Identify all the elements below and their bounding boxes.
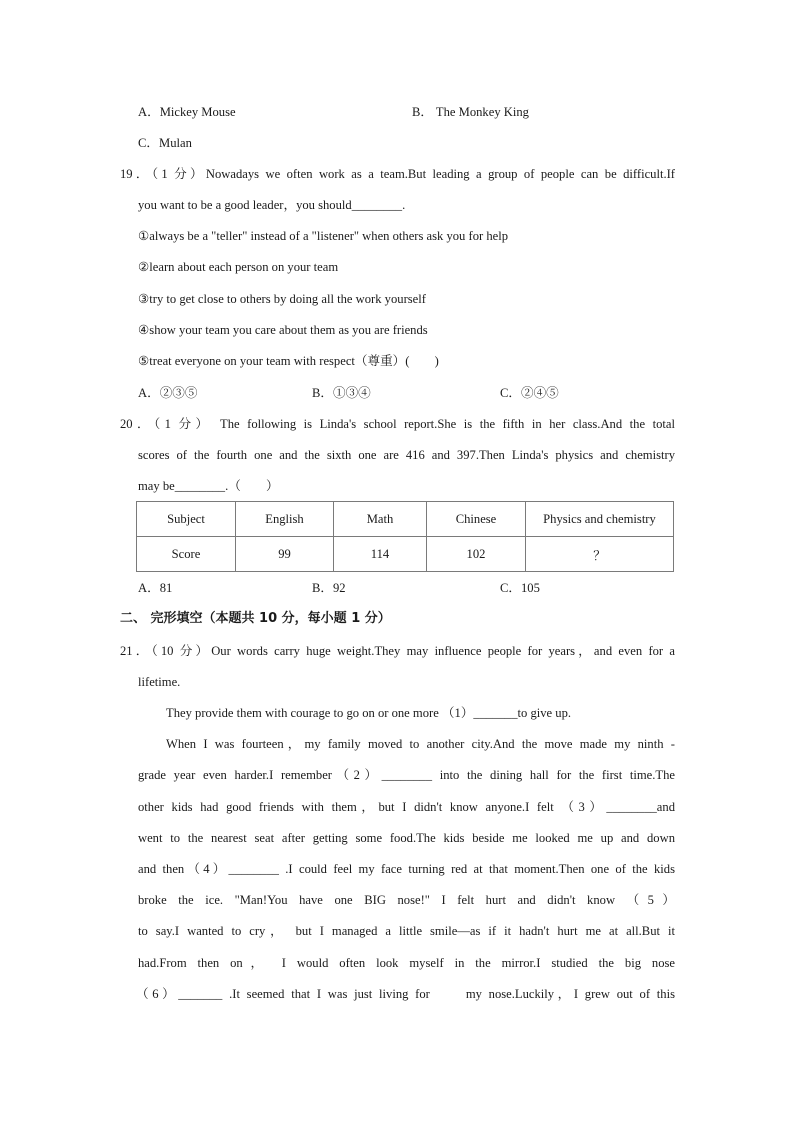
q20-stem-line-2: scores of the fourth one and the sixth one are 416 and 397.Then Linda's physics and chemistry (138, 448, 675, 462)
q18-option-c: C．Mulan (138, 136, 192, 150)
q21-line-3: They provide them with courage to go on or one more （1）_______to give up. (166, 706, 572, 720)
q20-option-b: B．92 (312, 581, 346, 595)
q19-item-3: ③try to get close to others by doing all the work yourself (138, 292, 426, 306)
q21-line-12: （6）_______ .It seemed that I was just living for my nose.Luckily，I grew out of this (136, 987, 675, 1001)
q20-stem-line-1: 20．（1 分） The following is Linda's school report.She is the fifth in her class.And the total (120, 417, 675, 431)
table-cell: ？ (526, 537, 674, 572)
table-header-cell: Subject (137, 502, 236, 537)
table-cell: 99 (236, 537, 334, 572)
table-cell: 114 (334, 537, 427, 572)
q20-stem-line-3: may be________.（ ） (138, 479, 279, 493)
q21-line-6: other kids had good friends with them，but I didn't know anyone.I felt （3）________and (138, 800, 675, 814)
table-cell: Score (137, 537, 236, 572)
q19-stem-line-1: 19．（1 分）Nowadays we often work as a team.But leading a group of people can be difficult.If (120, 167, 675, 181)
score-table (136, 501, 674, 572)
q18-option-a: A．Mickey Mouse (138, 105, 236, 119)
q19-option-a: A．②③⑤ (138, 386, 198, 400)
q21-line-4: When I was fourteen，my family moved to another city.And the move made my ninth - (166, 737, 675, 751)
q21-line-8: and then（4）________ .I could feel my face turning red at that moment.Then one of the kids (138, 862, 675, 876)
q21-line-1: 21．（10 分）Our words carry huge weight.They may influence people for years，and even for a (120, 644, 675, 658)
table-header-cell: Physics and chemistry (526, 502, 674, 537)
q21-line-7: went to the nearest seat after getting some food.The kids beside me looked me up and down (138, 831, 675, 845)
table-header-cell: Chinese (427, 502, 526, 537)
q19-option-c: C．②④⑤ (500, 386, 559, 400)
q21-line-10: to say.I wanted to cry， but I managed a little smile—as if it hadn't hurt me at all.But it (138, 924, 675, 938)
table-cell: 102 (427, 537, 526, 572)
q19-item-4: ④show your team you care about them as you are friends (138, 323, 428, 337)
q19-item-1: ①always be a "teller" instead of a "listener" when others ask you for help (138, 229, 509, 243)
q20-option-a: A．81 (138, 581, 173, 595)
q19-item-2: ②learn about each person on your team (138, 260, 339, 274)
table-header-cell: Math (334, 502, 427, 537)
q21-line-11: had.From then on， I would often look myself in the mirror.I studied the big nose (138, 956, 675, 970)
q19-option-b: B．①③④ (312, 386, 371, 400)
table-header-cell: English (236, 502, 334, 537)
q21-line-5: grade year even harder.I remember（2）________ into the dining hall for the first time.The (138, 768, 675, 782)
q19-stem-line-2: you want to be a good leader，you should________. (138, 198, 406, 212)
q21-line-9: broke the ice. "Man!You have one BIG nose!" I felt hurt and didn't know （5） (138, 893, 675, 907)
q21-line-2: lifetime. (138, 675, 181, 689)
table-row (137, 502, 674, 537)
table-row (137, 537, 674, 572)
q19-item-5: ⑤treat everyone on your team with respect（尊重）( ) (138, 354, 439, 368)
q20-option-c: C．105 (500, 581, 540, 595)
section-title: 二、 完形填空（本题共 10 分，每小题 1 分） (120, 611, 391, 626)
q18-option-b: B． The Monkey King (412, 105, 529, 119)
